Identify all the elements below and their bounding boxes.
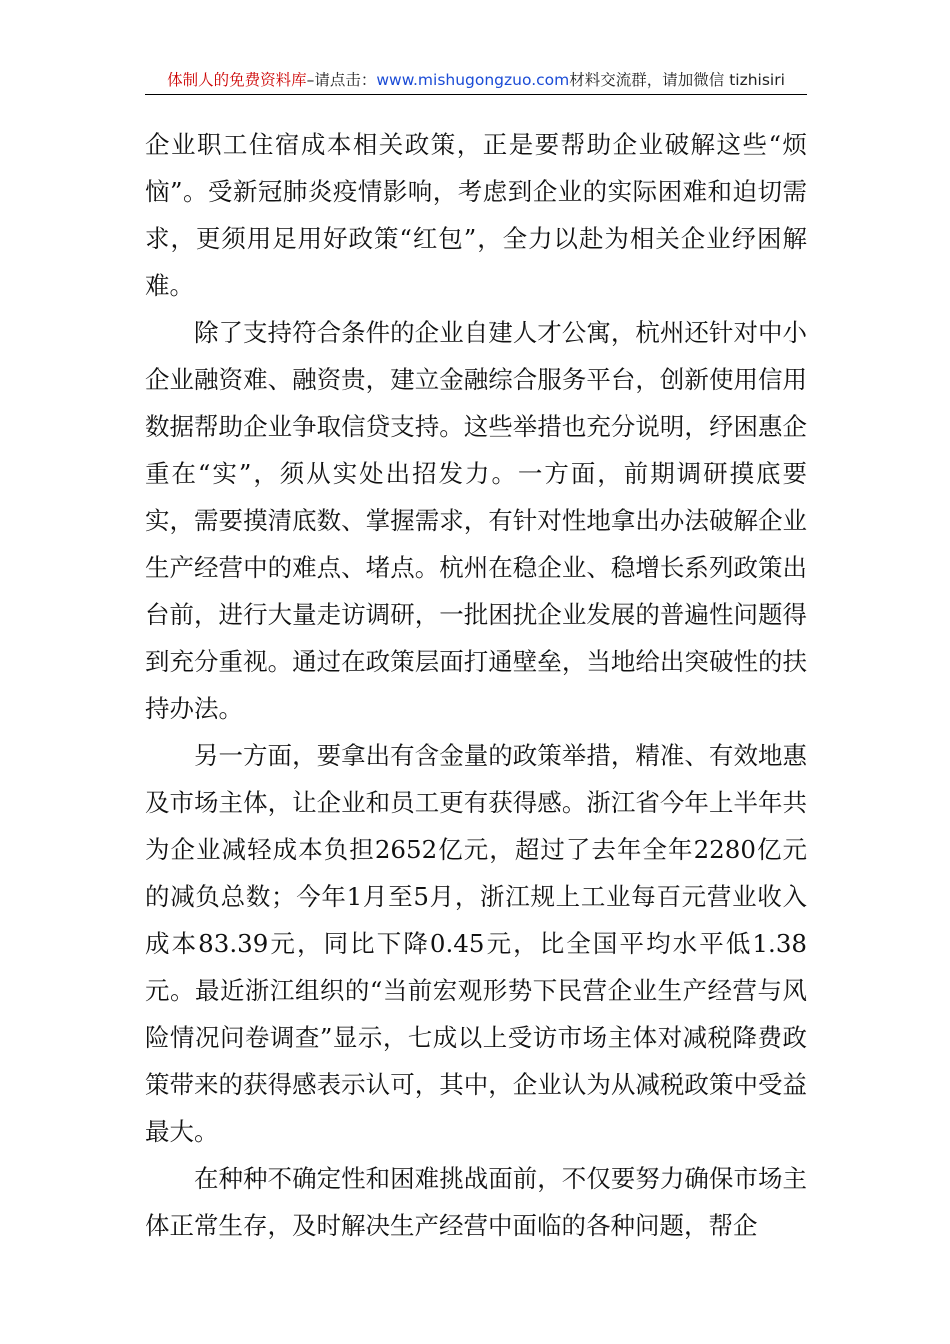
header-brand: 体制人的免费资料库 [167, 71, 307, 89]
header-group-text: 材料交流群， [569, 71, 663, 89]
header-wechat-id: tizhisiri [729, 71, 785, 89]
document-body [145, 121, 807, 1249]
paragraph-2: 除了支持符合条件的企业自建人才公寓，杭州还针对中小企业融资难、融资贵，建立金融综合服务平台，创新使用信用数据帮助企业争取信贷支持。这些举措也充分说明，纾困惠企重在“实”，须从实处出招发力。一方面，前期调研摸底要实，需要摸清底数、掌握需求，有针对性地拿出办法破解企业生产经营中的难点、堵点。杭州在稳企业、稳增长系列政策出台前，进行大量走访调研，一批困扰企业发展的普遍性问题得到充分重视。通过在政策层面打通壁垒，当地给出突破性的扶持办法。 [145, 318, 807, 723]
header-banner [145, 66, 807, 95]
paragraph-4: 在种种不确定性和困难挑战面前，不仅要努力确保市场主体正常生存，及时解决生产经营中面临的各种问题，帮企 [145, 1164, 807, 1240]
header-prompt: –请点击： [306, 71, 377, 89]
header-wechat-label: 请加微信 [662, 71, 730, 89]
header-link[interactable]: www.mishugongzuo.com [376, 71, 570, 89]
paragraph-3: 另一方面，要拿出有含金量的政策举措，精准、有效地惠及市场主体，让企业和员工更有获得感。浙江省今年上半年共为企业减轻成本负担2652亿元，超过了去年全年2280亿元的减负总数；今年1月至5月，浙江规上工业每百元营业收入成本83.39元，同比下降0.45元，比全国平均水平低1.38元。最近浙江组织的“当前宏观形势下民营企业生产经营与风险情况问卷调查”显示，七成以上受访市场主体对减税降费政策带来的获得感表示认可，其中，企业认为从减税政策中受益最大。 [145, 741, 807, 1146]
paragraph-1: 企业职工住宿成本相关政策，正是要帮助企业破解这些“烦恼”。受新冠肺炎疫情影响，考虑到企业的实际困难和迫切需求，更须用足用好政策“红包”，全力以赴为相关企业纾困解难。 [145, 130, 807, 300]
